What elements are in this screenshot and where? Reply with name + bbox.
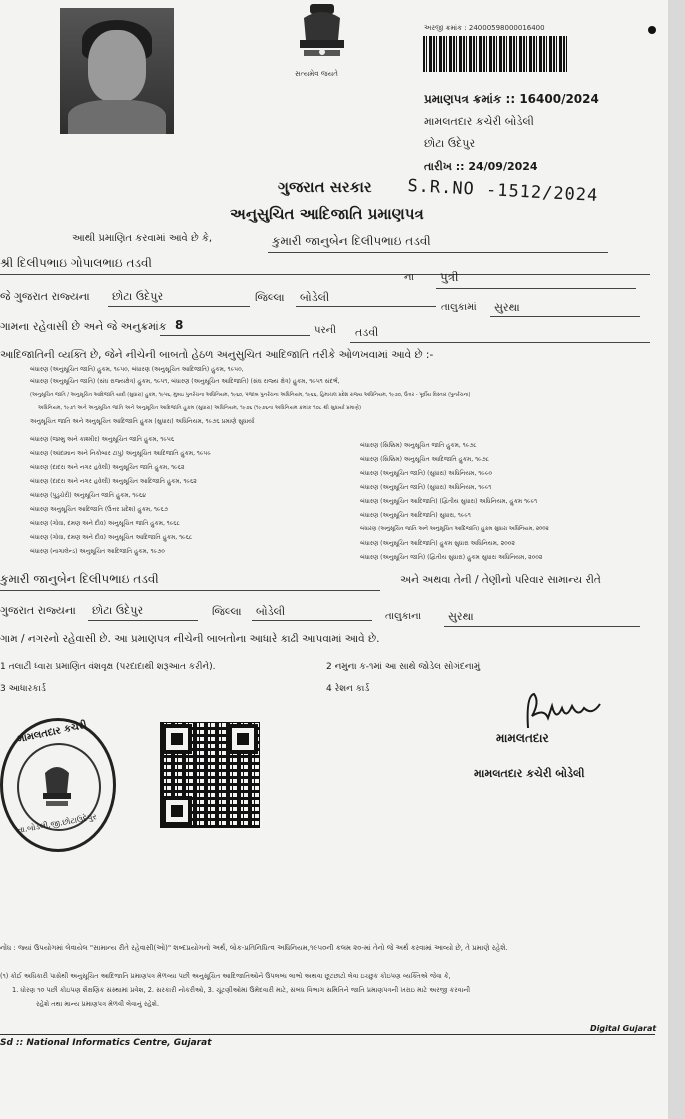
order-right: બંધારણ (અનુસૂચિત જાતિ) (સુધારા) અધિનિયમ, ૧૯૯૦ [360, 470, 492, 477]
law-line: બંધારણ (અનુસૂચિત જાતિ) (સંઘ રાજ્યક્ષેત્ર) હુકમ, ૧૯૫૧, બંધારણ (અનુસૂચિત આદિજાતિ) (સંઘ રાજ્ય ક્ષેત્ર) હુકમ, ૧૯૫૧ સંદર્ભ, [30, 378, 340, 385]
state-emblem-icon [290, 0, 354, 78]
law-line: અધિનિયમ, ૧૯૭૧ અને અનુસૂચિત જાતિ અને અનુસૂચિત આદિજાતિ હુકમ (સુધારા) અધિનિયમ, ૧૯૭૬ (૧૯૭૬ના અધિનિયમ ક્રમાંક ૧૦૮ થી સુધાર્યા પ્રમાણે) [38, 405, 362, 411]
underline [0, 590, 380, 591]
talukama-label: તાલુકામાં [441, 302, 477, 313]
underline [160, 335, 310, 336]
signatory-designation: મામલતદાર [496, 731, 549, 745]
jilla-label-2: જિલ્લા [212, 605, 242, 618]
order-left: બંધારણ (પુડુચેરી) અનુસૂચિત જાતિ હુકમ, ૧૯૬૪ [30, 492, 147, 499]
government-title: ગુજરાત સરકાર [278, 178, 372, 196]
handwritten-sr-no: S.R.NO -1512/2024 [406, 176, 599, 206]
order-right: બંધારણ (અનુસૂચિત જાતિ અને અનુસૂચિત આદિજાતિ) હુકમ સુધારા અધિનિયમ, ૨૦૦૨ [360, 526, 549, 532]
order-right: બંધારણ (અનુસૂચિત જાતિ) (દ્વિતીય સુધારા) હુકમ સુધારા અધિનિયમ, ૨૦૦૨ [360, 554, 543, 561]
state-text-2: ગુજરાત રાજ્યના [0, 604, 76, 617]
document-1: 1 તલાટી ધ્વારા પ્રમાણિત વંશવૃક્ષ (પરદાદાથી શરૂઆત કરીને). [0, 662, 216, 672]
underline [0, 274, 650, 275]
digital-gujarat-brand: Digital Gujarat [590, 1024, 657, 1033]
seal-top-text: મામલતદાર કચેરી [16, 719, 88, 746]
applicant-photo [60, 8, 174, 134]
applicant-name-2: કુમારી જાનુબેન દિલીપભાઇ તડવી [0, 572, 159, 586]
talukana-label: તાલુકાના [385, 611, 422, 622]
law-line: (અનુસૂચિત જાતિ / અનુસૂચિત આદિજાતિ યાદી (સુધારા) હુકમ, ૧૯૫૬, મુંબઇ પુનર્રચના અધિનિયમ, ૧૯૬૦, પંજાબ પુનર્રચના અધિનિયમ, ૧૯૬૬, હિમાચલ પ્રદેશ રાજ્ય અધિનિયમ, ૧૯૭૦, ઉત્તર - પૂર્વીય વિસ્તાર (પુનર્રચના) [30, 392, 471, 398]
district: છોટા ઉદેપુર [112, 290, 164, 303]
applicant-name: કુમારી જાનુબેન દિલીપભાઇ તડવી [272, 234, 431, 248]
order-left: બંધારણ (દાદરા અને નગર હવેલી) અનુસૂચિત જાતિ હુકમ, ૧૯૬૨ [30, 464, 185, 471]
footer-note-4: રહેશે તથા માન્ય પ્રમાણપત્ર મેળવી લેવાનું રહેશે. [36, 1000, 160, 1008]
village-2: સુરથા [448, 610, 474, 623]
application-number: અરજી ક્રમાંક : 24000598000016400 [424, 24, 545, 32]
father-name: શ્રી દિલીપભાઇ ગોપાલભાઇ તડવી [0, 256, 152, 270]
document-3: 3 આધારકાર્ડ [0, 684, 46, 694]
nic-credit: Sd :: National Informatics Centre, Gujarat [0, 1038, 212, 1048]
issuing-place: છોટા ઉદેપુર [424, 137, 476, 150]
order-right: બંધારણ (અનુસૂચિત આદિજાતિ) (દ્વિતીય સુધારા) અધિનિયમ, હુકમ ૧૯૯૧ [360, 498, 538, 505]
na-label: ના [404, 272, 414, 283]
family-text: અને અથવા તેની / તેણીનો પરિવાર સામાન્ય રીતે [400, 574, 601, 586]
tribe-text: આદિજાતિની વ્યક્તિ છે, જેને નીચેની બાબતો હેઠળ અનુસુચિત આદિજાતિ તરીકે ઓળખવામાં આવે છે :- [0, 349, 434, 361]
taluka-value: બોડેલી [300, 291, 330, 304]
seal-bottom-text: તા.બોડેલી,જી.છોટાઉદેપુર [16, 812, 98, 835]
underline [444, 626, 640, 627]
order-right: બંધારણ (અનુસૂચિત આદિજાતિ) હુકમ સુધારા અધિનિયમ, ૨૦૦૨ [360, 540, 515, 547]
underline [108, 306, 250, 307]
emblem-motto: સત્યમેવ જયતે [295, 70, 338, 78]
footer-rule [0, 1034, 655, 1035]
resident-text: ગામના રહેવાસી છે અને જે અનુક્રમાંક [0, 320, 167, 333]
office-seal [0, 718, 116, 852]
dot-mark [648, 26, 656, 34]
footer-note-2: (૧) કોઈ અધિકારી પાસેથી અનુસૂચિત આદિજાતિ પ્રમાણપત્ર મેળવ્યા પછી અનુસૂચિત આદિજાતિઓને ઉપલબ્ધ લાભો અથવા છૂટછાટો લેવા ઇચ્છુક કોઇપણ વ્યક્તિએ જેવા કે, [0, 972, 451, 980]
law-line: અનુસૂચિત જાતિ અને અનુસૂચિત આદિજાતિ હુકમ (સુધારા) અધિનિયમ, ૧૯૭૬ પ્રમાણે સુધાર્યા [30, 418, 255, 425]
serial-num: 8 [175, 318, 184, 332]
caste: તડવી [355, 326, 379, 339]
certify-text: આથી પ્રમાણિત કરવામાં આવે છે કે, [72, 233, 213, 244]
relation: પુત્રી [440, 270, 459, 284]
order-right: બંધારણ (સિક્કિમ) અનુસૂચિત આદિજાતિ હુકમ, ૧૯૭૮ [360, 456, 490, 463]
underline [350, 342, 650, 343]
order-left: બંધારણ (આંદામાન અને નિકોબાર ટાપુ) અનુસૂચિત આદિજાતિ હુકમ, ૧૯૫૯ [30, 450, 211, 457]
footer-note-3: 1. ધોરણ ૧૦ પછી કોઇપણ શૈક્ષણિક સંસ્થામાં પ્રવેશ, 2. સરકારી નોકરીઓ, 3. ચૂંટણીઓમાં ઉમેદવારી માટે, સંબંધ વિભાગ સમિતિને જાતિ પ્રમાણપત્રની ખરાઇ માટે અરજી કરવાની [12, 986, 471, 994]
document-2: 2 નમુના ક-૧માં આ સાથે જોડેલ સોગંદનામું [326, 662, 481, 672]
order-left: બંધારણ (દાદરા અને નગર હવેલી) અનુસૂચિત આદિજાતિ હુકમ, ૧૯૬૨ [30, 478, 197, 485]
certificate-title: અનુસુચિત આદિજાતિ પ્રમાણપત્ર [230, 205, 424, 223]
district-2: છોટા ઉદેપુર [92, 604, 144, 617]
parni-label: પરની [314, 325, 336, 336]
signatory-office: મામલતદાર કચેરી બોડેલી [474, 767, 585, 780]
order-left: બંધારણ (નાગાલેન્ડ) અનુસૂચિત આદિજાતિ હુકમ, ૧૯૭૦ [30, 548, 165, 555]
order-right: બંધારણ (સિક્કિમ) અનુસૂચિત જાતિ હુકમ, ૧૯૭૮ [360, 442, 477, 449]
seal-emblem-icon [37, 759, 77, 811]
order-left: બંધારણ (ગોવા, દમણ અને દીવ) અનુસૂચિત જાતિ હુકમ, ૧૯૬૮ [30, 520, 180, 527]
footer-note-1: નોંધ : જ્યાં ઉપયોગમાં લેવાયેલ "સામાન્ય રીતે રહેવાસી(ઓ)" શબ્દપ્રયોગનો અર્થ, લોક-પ્રતિનિધિત્વ અધિનિયમ,૧૯૫૦ની કલમ ૨૦-માં તેનો જે અર્થ કરવામાં આવ્યો છે, તે પ્રમાણે રહેશે. [0, 944, 508, 952]
order-left: બંધારણ અનુસૂચિત આદિજાતિ (ઉત્તર પ્રદેશ) હુકમ, ૧૯૬૭ [30, 506, 168, 513]
taluka-value-2: બોડેલી [256, 605, 286, 618]
order-right: બંધારણ (અનુસૂચિત આદિજાતિ) સુધારા, ૧૯૯૧ [360, 512, 471, 519]
order-right: બંધારણ (અનુસૂચિત જાતિ) (સુધારા) અધિનિયમ, ૧૯૯૧ [360, 484, 492, 491]
barcode [423, 36, 568, 72]
village: સુરથા [494, 301, 520, 314]
signature-scribble-icon [522, 688, 608, 736]
underline [490, 316, 640, 317]
issue-date: તારીખ :: 24/09/2024 [424, 160, 538, 173]
order-left: બંધારણ (ગોવા, દમણ અને દીવ) અનુસૂચિત આદિજાતિ હુકમ, ૧૯૬૮ [30, 534, 193, 541]
law-line: બંધારણ (અનુસૂચિત જાતિ) હુકમ, ૧૯૫૦, બંધારણ (અનુસૂચિત આદિજાતિ) હુકમ, ૧૯૫૦, [30, 366, 244, 373]
document-4: 4 રેશન કાર્ડ [326, 684, 370, 694]
issue-text: ગામ / નગરનો રહેવાસી છે. આ પ્રમાણપત્ર નીચેની બાબતોના આધારે કાઢી આપવામાં આવે છે. [0, 633, 380, 645]
qr-code [160, 722, 260, 828]
underline [268, 252, 608, 253]
certificate-number: પ્રમાણપત્ર ક્રમાંક :: 16400/2024 [424, 92, 599, 106]
underline [436, 288, 636, 289]
order-left: બંધારણ (જમ્મુ અને કાશ્મીર) અનુસૂચિત જાતિ હુકમ, ૧૯૫૬ [30, 436, 175, 443]
jilla-label: જિલ્લા [255, 291, 285, 304]
underline [88, 620, 198, 621]
underline [296, 306, 436, 307]
issuing-office: મામલતદાર કચેરી બોડેલી [424, 115, 534, 128]
underline [252, 620, 372, 621]
state-text: જે ગુજરાત રાજ્યના [0, 290, 90, 303]
